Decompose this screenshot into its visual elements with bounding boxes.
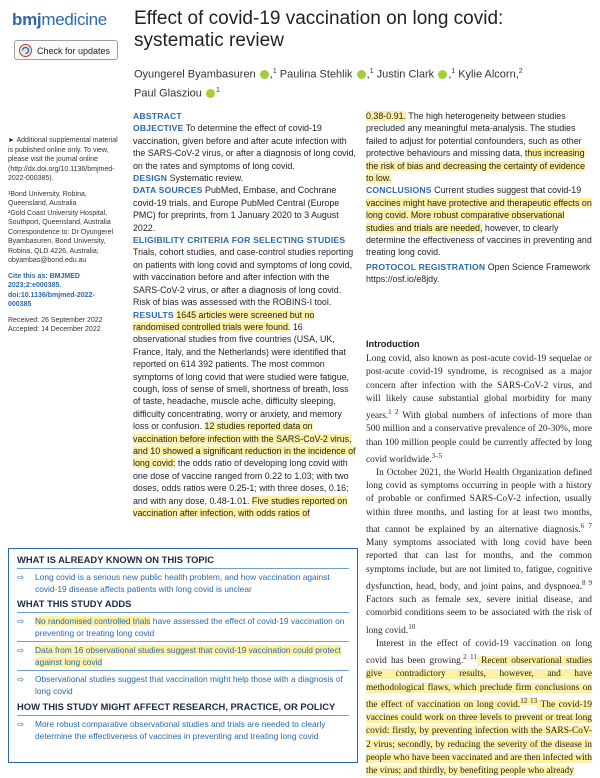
correspondence: Correspondence to: Dr Oyungerel Byambasuren, Bond University, Robina, QLD 4226, Australia; obyambas@bond.edu.au bbox=[8, 228, 114, 264]
supplemental-note: ► Additional supplemental material is published online only. To view, please visit the journal online (http://dx.doi.org/10.1136/bmjmed-2022-000385). bbox=[8, 137, 118, 182]
article-sidebar bbox=[8, 136, 118, 341]
protocol-text[interactable]: Open Science Framework https://osf.io/e8jdy. bbox=[366, 261, 591, 285]
highlight: vaccines might have protective and therapeutic effects on long covid. More robust comparative observational studies and trials are needed, bbox=[366, 197, 592, 233]
criteria-heading: ELIGIBILITY CRITERIA FOR SELECTING STUDIES bbox=[133, 235, 346, 246]
citation[interactable]: Cite this as: BMJMED 2023;2:e000385. doi:10.1136/bmjmed-2022-000385 bbox=[8, 272, 95, 308]
known-heading: WHAT IS ALREADY KNOWN ON THIS TOPIC bbox=[17, 554, 215, 565]
author: Paulina Stehlik bbox=[279, 68, 353, 81]
conclusions-text: Current studies suggest that covid-19 bbox=[434, 185, 582, 196]
summary-box bbox=[8, 548, 358, 763]
abstract-heading: ABSTRACT bbox=[133, 111, 182, 121]
journal-logo: bmjmedicine bbox=[12, 10, 107, 29]
highlight: 0.38-0.91. bbox=[366, 111, 406, 121]
author: Oyungerel Byambasuren bbox=[134, 68, 256, 81]
orcid-icon[interactable] bbox=[260, 70, 269, 79]
highlight: 12 studies reported data on vaccination before infection with the SARS-CoV-2 virus, and 10 showed a significant reduction in the incidence of long covid: bbox=[133, 421, 356, 469]
design-heading: DESIGN bbox=[133, 173, 168, 184]
author-list: Oyungerel Byambasuren ,$^1$ Paulina Stehlik ,$^1$ Justin Clark ,$^1$ Kylie Alcorn,$^2$ Paul Glasziou $^1$ bbox=[134, 68, 523, 100]
paragraph: In October 2021, the World Health Organization defined long covid as symptoms occurring in people with a history of probable or confirmed SARS-CoV-2 infection, usually within three months, and lasting for at least two months, that cannot be explained by an alternative diagnosis.$^{6 7}$ Many symptoms associated with long covid have been reported that can last for months, and the common symptoms include, but are not limited to, fatigue, cognitive dysfunction, head, body, and joint pains, and dyspnoea.$^{8 9}$ Factors such as female sex, severe initial disease, and comorbid conditions seem to be associated with the risk of long covid.$^{10}$ bbox=[366, 468, 593, 636]
author: Paul Glasziou bbox=[134, 87, 202, 100]
list-item: ⇨ Data from 16 observational studies suggest that covid-19 vaccination could protect against long covid bbox=[17, 641, 349, 668]
affiliation: ²Gold Coast University Hospital, Southport, Queensland, Australia bbox=[8, 209, 111, 226]
intro-heading: Introduction bbox=[366, 339, 420, 349]
conclusions-text: however, to clearly determine the effectiveness of vaccines in preventing and treating long covid. bbox=[366, 222, 592, 258]
affiliation: ¹Bond University, Robina, Queensland, Australia bbox=[8, 190, 87, 207]
list-item: ⇨ No randomised controlled trials have assessed the effect of covid-19 vaccination on preventing or treating long covid bbox=[17, 612, 349, 639]
check-for-updates-button[interactable]: Check for updates bbox=[14, 40, 118, 60]
arrow-icon: ⇨ bbox=[17, 616, 25, 626]
highlight: Five studies reported on vaccination after infection, with odds ratios of bbox=[133, 495, 348, 518]
protocol-heading: PROTOCOL REGISTRATION bbox=[366, 261, 486, 272]
design-text: Systematic review. bbox=[169, 173, 244, 184]
adds-heading: WHAT THIS STUDY ADDS bbox=[17, 598, 132, 609]
abstract-col-2 bbox=[366, 110, 592, 286]
arrow-icon: ⇨ bbox=[17, 645, 25, 655]
highlight: The covid-19 vaccines could work on three levels to prevent or treat long covid: firstly, by preventing infection with the SARS-CoV-2 virus; secondly, by reducing the severity of the disease in people who have been vaccinated and are then infected with the virus; and thirdly, by benefiting people who already bbox=[366, 699, 592, 776]
refresh-icon bbox=[19, 44, 32, 57]
paragraph: Long covid, also known as post-acute covid-19 sequelae or post-acute covid-19 syndrome, is recognised as a major concern after infection with the SARS-CoV-2 virus, and will likely cause substantial global morbidity for many years.$^{1 2}$ With global numbers of infections of more than 500 million and a conservative prevalence of 20-30%, more than 100 million people could be currently affected by long covid worldwide.$^{3-5}$ bbox=[366, 354, 592, 465]
conclusions-heading: CONCLUSIONS bbox=[366, 185, 432, 196]
accepted-date: Accepted: 14 December 2022 bbox=[8, 326, 101, 333]
author: Kylie Alcorn, bbox=[458, 68, 519, 81]
abstract-col-1 bbox=[133, 110, 357, 519]
introduction-section bbox=[366, 338, 592, 778]
orcid-icon[interactable] bbox=[438, 70, 447, 79]
article-title: Effect of covid-19 vaccination on long covid: systematic review bbox=[134, 8, 504, 51]
objective-text: To determine the effect of covid-19 vaccination, given before and after acute infection with the SARS-CoV-2 virus, or after a diagnosis of long covid, on the rates and symptoms of long covid. bbox=[133, 123, 356, 171]
arrow-icon: ⇨ bbox=[17, 572, 25, 582]
orcid-icon[interactable] bbox=[206, 89, 215, 98]
received-date: Received: 26 September 2022 bbox=[8, 316, 103, 324]
results-text: 16 observational studies from five countries (USA, UK, France, Italy, and the Netherlands) were identified that reported on 614 392 patients. The most common symptoms of long covid that were studied were fatigue, cough, loss of sense of smell, shortness of breath, loss of taste, headache, muscle ache, difficulty sleeping, difficulty concentrating, worry or anxiety, and memory loss or confusion. bbox=[133, 321, 350, 432]
list-item: ⇨ Long covid is a serious new public health problem, and how vaccination against covid-19 disease affects patients with long covid is unclear bbox=[17, 568, 349, 595]
criteria-text: Trials, cohort studies, and case-control studies reporting on patients with long covid and symptoms of long covid, with vaccination before and after infection with the SARS-CoV-2 virus, or after a diagnosis of long covid. Risk of bias was assessed with the ROBINS-I tool. bbox=[133, 247, 354, 308]
sources-heading: DATA SOURCES bbox=[133, 185, 203, 196]
list-item: ⇨ More robust comparative observational studies and trials are needed to clearly determine the effectiveness of vaccines in preventing and treating long covid bbox=[17, 715, 349, 742]
highlight: Recent observational studies give contradictory results, however, and have methodological flaws, which preclude firm conclusions on the effect of vaccination on long covid. bbox=[366, 656, 592, 710]
policy-heading: HOW THIS STUDY MIGHT AFFECT RESEARCH, PRACTICE, OR POLICY bbox=[17, 701, 336, 712]
sources-text: PubMed, Embase, and Cochrane covid-19 trials, and Europe PubMed Central (Europe PMC) for preprints, from 1 January 2020 to 3 August 2022. bbox=[133, 185, 340, 233]
highlight: thus increasing the risk of bias and decreasing the certainty of evidence to low. bbox=[366, 148, 586, 184]
objective-heading: OBJECTIVE bbox=[133, 123, 184, 134]
list-item: ⇨ Observational studies suggest that vaccination might help those with a diagnosis of long covid bbox=[17, 670, 349, 697]
orcid-icon[interactable] bbox=[357, 70, 366, 79]
author: Justin Clark bbox=[376, 68, 435, 81]
arrow-icon: ⇨ bbox=[17, 674, 25, 684]
results-text: the odds ratio of developing long covid with one dose of vaccine ranged from 0.22 to 1.03; with two doses, odds ratios were 0.25-1; with three doses, 0.16; and with any dose, 0.48-1.01. bbox=[133, 458, 349, 506]
paragraph: Interest in the effect of covid-19 vaccination on long covid has been growing.$^{2 11}$ Recent observational studies give contradictory results, however, and have methodological flaws, which preclude firm conclusions on the effect of vaccination on long covid.$^{12 13}$ The covid-19 vaccines could work on three levels to prevent or treat long covid: firstly, by preventing infection with the SARS-CoV-2 virus; secondly, by reducing the severity of the disease in people who have been vaccinated and are then infected with the virus; and thirdly, by benefiting people who already bbox=[366, 638, 592, 776]
results-heading: RESULTS bbox=[133, 309, 174, 320]
highlight: 1645 articles were screened but no randomised controlled trials were found. bbox=[133, 309, 315, 332]
results-text: The high heterogeneity between studies precluded any meaningful meta-analysis. The studies failed to adjust for potential confounders, such as other protective behaviours and missing data, bbox=[366, 111, 582, 159]
arrow-icon: ⇨ bbox=[17, 719, 25, 729]
